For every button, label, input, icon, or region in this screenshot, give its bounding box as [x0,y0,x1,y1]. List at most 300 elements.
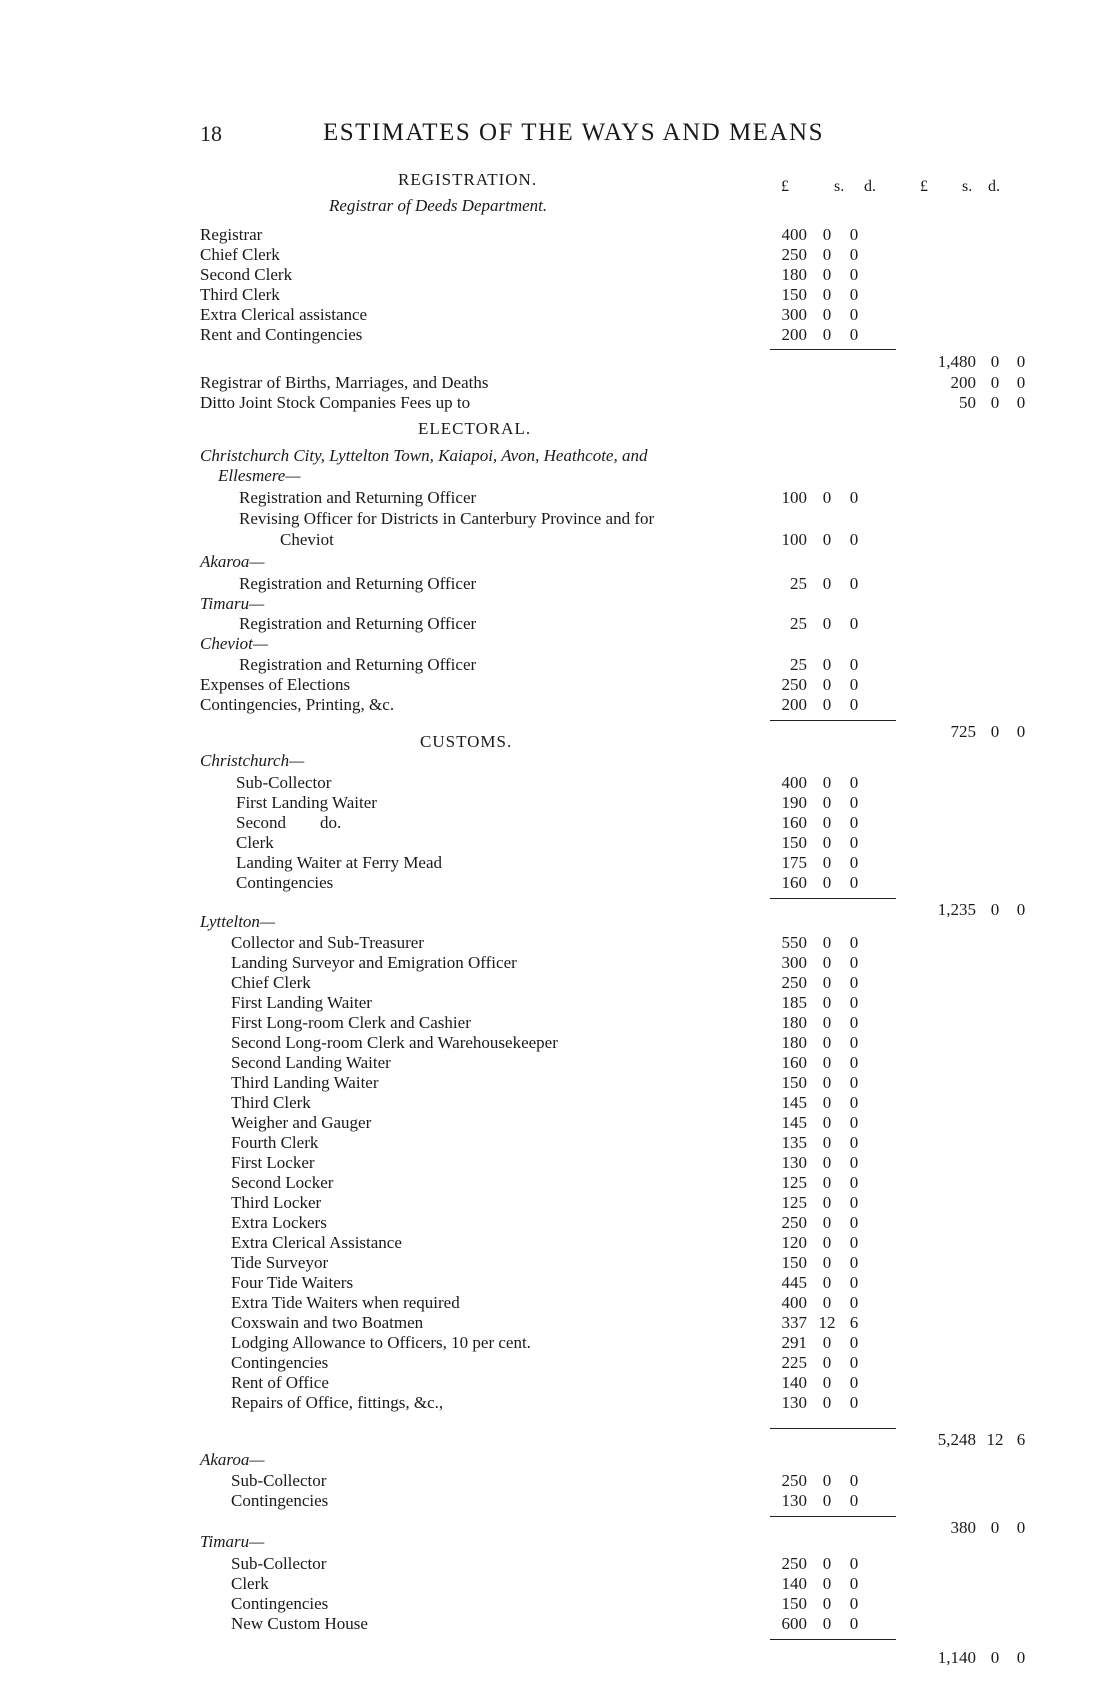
item-pounds: 25 [790,655,807,674]
item-shillings: 0 [822,873,832,892]
item-pounds: 25 [790,614,807,633]
item-shillings: 0 [822,1574,832,1593]
item-pounds: 150 [781,1253,807,1272]
item-pence: 0 [849,1594,859,1613]
item-pence: 0 [849,1353,859,1372]
item-label: Extra Clerical Assistance [231,1233,402,1252]
item-label: Chief Clerk [200,245,280,264]
item-label: Repairs of Office, fittings, &c., [231,1393,444,1412]
total-pence: 0 [1016,900,1026,919]
item-pence: 0 [849,1333,859,1352]
table-row [0,1153,1114,1173]
item-shillings: 0 [822,1273,832,1292]
item-pence: 0 [849,530,859,549]
item-pounds: 250 [781,1213,807,1232]
item-pence: 0 [849,655,859,674]
place-lyttelton: Lyttelton— [200,912,276,931]
item-label: New Custom House [231,1614,368,1633]
item-pence: 0 [849,1574,859,1593]
item-shillings: 0 [822,973,832,992]
item-pounds: 175 [781,853,807,872]
item-shillings: 0 [822,1293,832,1312]
item-shillings: 0 [822,675,832,694]
table-row [0,655,1114,675]
item-pence: 0 [849,1293,859,1312]
item-pence: 0 [849,813,859,832]
item-label: Extra Clerical assistance [200,305,368,324]
item-shillings: 0 [822,305,832,324]
table-row [0,245,1114,265]
item-shillings: 0 [822,1614,832,1633]
subtotal-rule [770,1516,896,1517]
page-number: 18 [200,121,222,146]
item-shillings: 0 [822,1033,832,1052]
item-label: Sub-Collector [236,773,332,792]
item-label: Contingencies [236,873,334,892]
col-header-pence: d. [864,178,876,195]
col-header-pounds-total: £ [920,178,928,195]
total-pounds: 1,235 [937,900,976,919]
item-pence: 0 [849,1491,859,1510]
item-shillings: 0 [822,1193,832,1212]
item-label: Revising Officer for Districts in Canterbury Province and for [239,509,655,528]
table-row [0,1073,1114,1093]
item-pence: 0 [849,1193,859,1212]
item-label: Second Clerk [200,265,293,284]
customs-heading: CUSTOMS. [420,732,513,751]
item-shillings: 0 [822,1353,832,1372]
item-label: Chief Clerk [231,973,311,992]
item-pounds: 125 [781,1173,807,1192]
total-pence: 0 [1016,722,1026,741]
item-pence: 0 [849,1093,859,1112]
item-pounds: 150 [781,285,807,304]
item-shillings: 0 [822,1213,832,1232]
table-row [0,1574,1114,1594]
subtotal-rule [770,349,896,350]
item-shillings: 0 [822,953,832,972]
item-pounds: 130 [781,1491,807,1510]
item-label: Registrar [200,225,263,244]
item-pounds: 145 [781,1093,807,1112]
item-pounds: 190 [781,793,807,812]
item-pence: 0 [849,1113,859,1132]
item-label: Rent of Office [231,1373,329,1392]
table-row [0,265,1114,285]
table-row [0,1133,1114,1153]
item-pence: 0 [849,1233,859,1252]
item-pounds: 250 [781,973,807,992]
item-pence: 0 [849,1013,859,1032]
item-label: Four Tide Waiters [231,1273,354,1292]
item-pounds: 200 [781,325,807,344]
item-pence: 0 [849,1554,859,1573]
item-shillings: 0 [822,833,832,852]
item-pence: 0 [849,1073,859,1092]
total-pence: 6 [1016,1430,1026,1449]
item-pounds: 25 [790,574,807,593]
item-pence: 0 [849,1471,859,1490]
item-shillings: 0 [822,245,832,264]
item-pounds: 150 [781,1073,807,1092]
item-pence: 0 [849,1373,859,1392]
table-row [0,1033,1114,1053]
total-shillings: 0 [990,352,1000,371]
item-shillings: 12 [818,1313,836,1332]
item-label: Registration and Returning Officer [239,488,477,507]
item-shillings: 0 [822,1373,832,1392]
total-pounds: 1,480 [937,352,976,371]
item-shillings: 0 [822,488,832,507]
item-pence: 0 [849,574,859,593]
item-shillings: 0 [822,853,832,872]
item-shillings: 0 [822,1053,832,1072]
item-pounds: 150 [781,833,807,852]
subtotal-rule [770,898,896,899]
item-shillings: 0 [822,1233,832,1252]
item-pounds: 225 [781,1353,807,1372]
table-row [0,675,1114,695]
table-row [0,1313,1114,1333]
item-pounds: 130 [781,1393,807,1412]
place-christchurch: Christchurch— [200,751,305,770]
item-pence: 0 [849,1273,859,1292]
item-shillings: 0 [822,614,832,633]
col-header-shillings: s. [834,178,845,195]
item-shillings: 0 [822,1253,832,1272]
total-shillings: 0 [990,373,1000,392]
item-label: First Locker [231,1153,315,1172]
table-row [0,695,1114,715]
item-pence: 0 [849,853,859,872]
col-header-pence-total: d. [988,178,1000,195]
item-label: Fourth Clerk [231,1133,319,1152]
item-label: Second Long-room Clerk and Warehousekeeper [231,1033,558,1052]
item-pence: 0 [849,873,859,892]
table-row [0,933,1114,953]
item-pounds: 550 [781,933,807,952]
table-row [0,305,1114,325]
item-pence: 0 [849,285,859,304]
subtotal-rule [770,1428,896,1429]
item-pounds: 160 [781,1053,807,1072]
item-pounds: 185 [781,993,807,1012]
table-row [0,530,1114,550]
table-row [0,1093,1114,1113]
item-pounds: 250 [781,245,807,264]
item-label: First Landing Waiter [236,793,377,812]
table-row [0,574,1114,594]
table-row [0,1373,1114,1393]
item-pounds: 140 [781,1574,807,1593]
item-pounds: 400 [781,225,807,244]
item-pence: 0 [849,695,859,714]
table-row [0,1333,1114,1353]
item-pence: 0 [849,993,859,1012]
subtotal-rule [770,1639,896,1640]
item-shillings: 0 [822,813,832,832]
table-row [0,1233,1114,1253]
item-pence: 0 [849,1393,859,1412]
item-pounds: 145 [781,1113,807,1132]
item-shillings: 0 [822,1093,832,1112]
table-row [0,853,1114,873]
total-pounds: 50 [959,393,976,412]
item-label: Third Clerk [200,285,280,304]
item-shillings: 0 [822,993,832,1012]
table-row [0,873,1114,893]
item-shillings: 0 [822,530,832,549]
item-pounds: 180 [781,1033,807,1052]
item-label: Second Landing Waiter [231,1053,391,1072]
table-row [0,1594,1114,1614]
item-shillings: 0 [822,574,832,593]
total-pence: 0 [1016,352,1026,371]
col-header-shillings-total: s. [962,178,973,195]
item-shillings: 0 [822,1554,832,1573]
item-label: Registration and Returning Officer [239,574,477,593]
item-pounds: 100 [781,530,807,549]
item-pence: 0 [849,953,859,972]
item-pence: 0 [849,1173,859,1192]
item-label: First Long-room Clerk and Cashier [231,1013,471,1032]
item-shillings: 0 [822,285,832,304]
table-row [0,225,1114,245]
item-pounds: 337 [781,1313,807,1332]
item-shillings: 0 [822,265,832,284]
item-pence: 0 [849,305,859,324]
item-shillings: 0 [822,655,832,674]
item-pence: 0 [849,1614,859,1633]
item-label: Extra Tide Waiters when required [231,1293,460,1312]
item-pounds: 445 [781,1273,807,1292]
item-pence: 0 [849,265,859,284]
table-row [0,813,1114,833]
item-pounds: 400 [781,773,807,792]
table-row [0,1193,1114,1213]
item-pounds: 125 [781,1193,807,1212]
item-shillings: 0 [822,1594,832,1613]
table-row [0,488,1114,508]
item-shillings: 0 [822,773,832,792]
table-row [0,1273,1114,1293]
item-pounds: 130 [781,1153,807,1172]
item-label: Registrar of Births, Marriages, and Deaths [200,373,489,392]
item-pounds: 140 [781,1373,807,1392]
table-row [0,1293,1114,1313]
item-shillings: 0 [822,1113,832,1132]
table-row [0,833,1114,853]
item-pence: 0 [849,1253,859,1272]
item-pence: 0 [849,773,859,792]
item-label: Weigher and Gauger [231,1113,372,1132]
item-label: Registration and Returning Officer [239,614,477,633]
place-cheviot: Cheviot— [200,634,268,653]
item-pounds: 180 [781,265,807,284]
item-label: Clerk [231,1574,269,1593]
item-pence: 0 [849,1033,859,1052]
item-shillings: 0 [822,1013,832,1032]
item-pence: 0 [849,675,859,694]
total-pounds: 5,248 [937,1430,976,1449]
item-shillings: 0 [822,695,832,714]
item-shillings: 0 [822,1153,832,1172]
item-shillings: 0 [822,1133,832,1152]
item-pounds: 291 [781,1333,807,1352]
item-pence: 0 [849,793,859,812]
table-row [0,285,1114,305]
table-row [0,325,1114,345]
item-pence: 0 [849,833,859,852]
item-label: Sub-Collector [231,1554,327,1573]
item-label: Contingencies [231,1594,329,1613]
item-pence: 0 [849,973,859,992]
item-pounds: 160 [781,813,807,832]
item-pounds: 100 [781,488,807,507]
item-label: Third Landing Waiter [231,1073,379,1092]
item-shillings: 0 [822,1491,832,1510]
item-pence: 0 [849,225,859,244]
table-row [0,953,1114,973]
electoral-districts-line2: Ellesmere— [218,466,301,485]
item-pence: 0 [849,245,859,264]
item-pence: 0 [849,488,859,507]
item-pounds: 600 [781,1614,807,1633]
item-pence: 0 [849,933,859,952]
table-row [0,614,1114,634]
item-label: Contingencies [231,1491,329,1510]
registration-subheading: Registrar of Deeds Department. [329,196,548,215]
item-pence: 0 [849,1053,859,1072]
item-pounds: 180 [781,1013,807,1032]
total-pence: 0 [1016,373,1026,392]
item-label: Sub-Collector [231,1471,327,1490]
item-label: Tide Surveyor [231,1253,329,1272]
item-pounds: 150 [781,1594,807,1613]
item-pounds: 400 [781,1293,807,1312]
item-pounds: 160 [781,873,807,892]
item-pounds: 120 [781,1233,807,1252]
total-shillings: 0 [990,1518,1000,1537]
table-row [0,1471,1114,1491]
item-label: Ditto Joint Stock Companies Fees up to [200,393,471,412]
item-shillings: 0 [822,1173,832,1192]
page-header [0,121,1114,151]
registration-heading: REGISTRATION. [398,170,538,189]
item-label: Landing Surveyor and Emigration Officer [231,953,517,972]
total-shillings: 12 [986,1430,1004,1449]
item-label: Third Clerk [231,1093,311,1112]
table-row [0,1393,1114,1413]
table-row [0,1253,1114,1273]
item-shillings: 0 [822,1393,832,1412]
total-pounds: 1,140 [937,1648,976,1667]
item-label: Third Locker [231,1193,322,1212]
total-pounds: 200 [950,373,976,392]
table-row [0,1053,1114,1073]
table-row [0,1554,1114,1574]
item-pence: 0 [849,614,859,633]
item-pence: 0 [849,1133,859,1152]
item-label: Registration and Returning Officer [239,655,477,674]
total-pounds: 725 [950,722,976,741]
col-header-pounds: £ [781,178,789,195]
item-pence: 0 [849,1213,859,1232]
total-pence: 0 [1016,393,1026,412]
item-label-continued: Cheviot [280,530,334,549]
item-pounds: 200 [781,695,807,714]
total-shillings: 0 [990,1648,1000,1667]
item-shillings: 0 [822,793,832,812]
item-shillings: 0 [822,325,832,344]
item-pounds: 300 [781,953,807,972]
item-pounds: 250 [781,1554,807,1573]
place-akaroa-customs: Akaroa— [200,1450,265,1469]
item-shillings: 0 [822,1333,832,1352]
total-shillings: 0 [990,722,1000,741]
item-label: Rent and Contingencies [200,325,363,344]
table-row [0,1353,1114,1373]
table-row [0,1113,1114,1133]
item-pence: 0 [849,325,859,344]
item-label: Collector and Sub-Treasurer [231,933,424,952]
item-shillings: 0 [822,1073,832,1092]
item-pounds: 250 [781,675,807,694]
place-akaroa: Akaroa— [200,552,265,571]
total-pounds: 380 [950,1518,976,1537]
table-row [0,993,1114,1013]
table-row [0,973,1114,993]
total-shillings: 0 [990,393,1000,412]
item-pence: 6 [849,1313,859,1332]
item-label: Landing Waiter at Ferry Mead [236,853,443,872]
item-label: Extra Lockers [231,1213,327,1232]
total-pence: 0 [1016,1518,1026,1537]
electoral-heading: ELECTORAL. [418,419,532,438]
item-label: Contingencies [231,1353,329,1372]
item-shillings: 0 [822,1471,832,1490]
item-label: Coxswain and two Boatmen [231,1313,424,1332]
table-row [0,1491,1114,1511]
item-shillings: 0 [822,225,832,244]
item-label: Expenses of Elections [200,675,351,694]
electoral-districts-line1: Christchurch City, Lyttelton Town, Kaiapoi, Avon, Heathcote, and [200,446,648,465]
table-row [0,1213,1114,1233]
item-label: Contingencies, Printing, &c. [200,695,395,714]
item-pounds: 300 [781,305,807,324]
page-title: ESTIMATES OF THE WAYS AND MEANS [323,119,824,146]
subtotal-rule [770,720,896,721]
item-label: Second Locker [231,1173,334,1192]
item-pounds: 135 [781,1133,807,1152]
item-label: Second do. [236,813,342,832]
table-row [0,1013,1114,1033]
table-row [0,793,1114,813]
table-row [0,1614,1114,1634]
item-pounds: 250 [781,1471,807,1490]
table-row [0,773,1114,793]
place-timaru: Timaru— [200,594,265,613]
place-timaru-customs: Timaru— [200,1532,265,1551]
item-label: Lodging Allowance to Officers, 10 per cent. [231,1333,531,1352]
total-pence: 0 [1016,1648,1026,1667]
item-pence: 0 [849,1153,859,1172]
item-label: Clerk [236,833,274,852]
table-row [0,509,1114,529]
item-shillings: 0 [822,933,832,952]
total-shillings: 0 [990,900,1000,919]
table-row [0,1173,1114,1193]
